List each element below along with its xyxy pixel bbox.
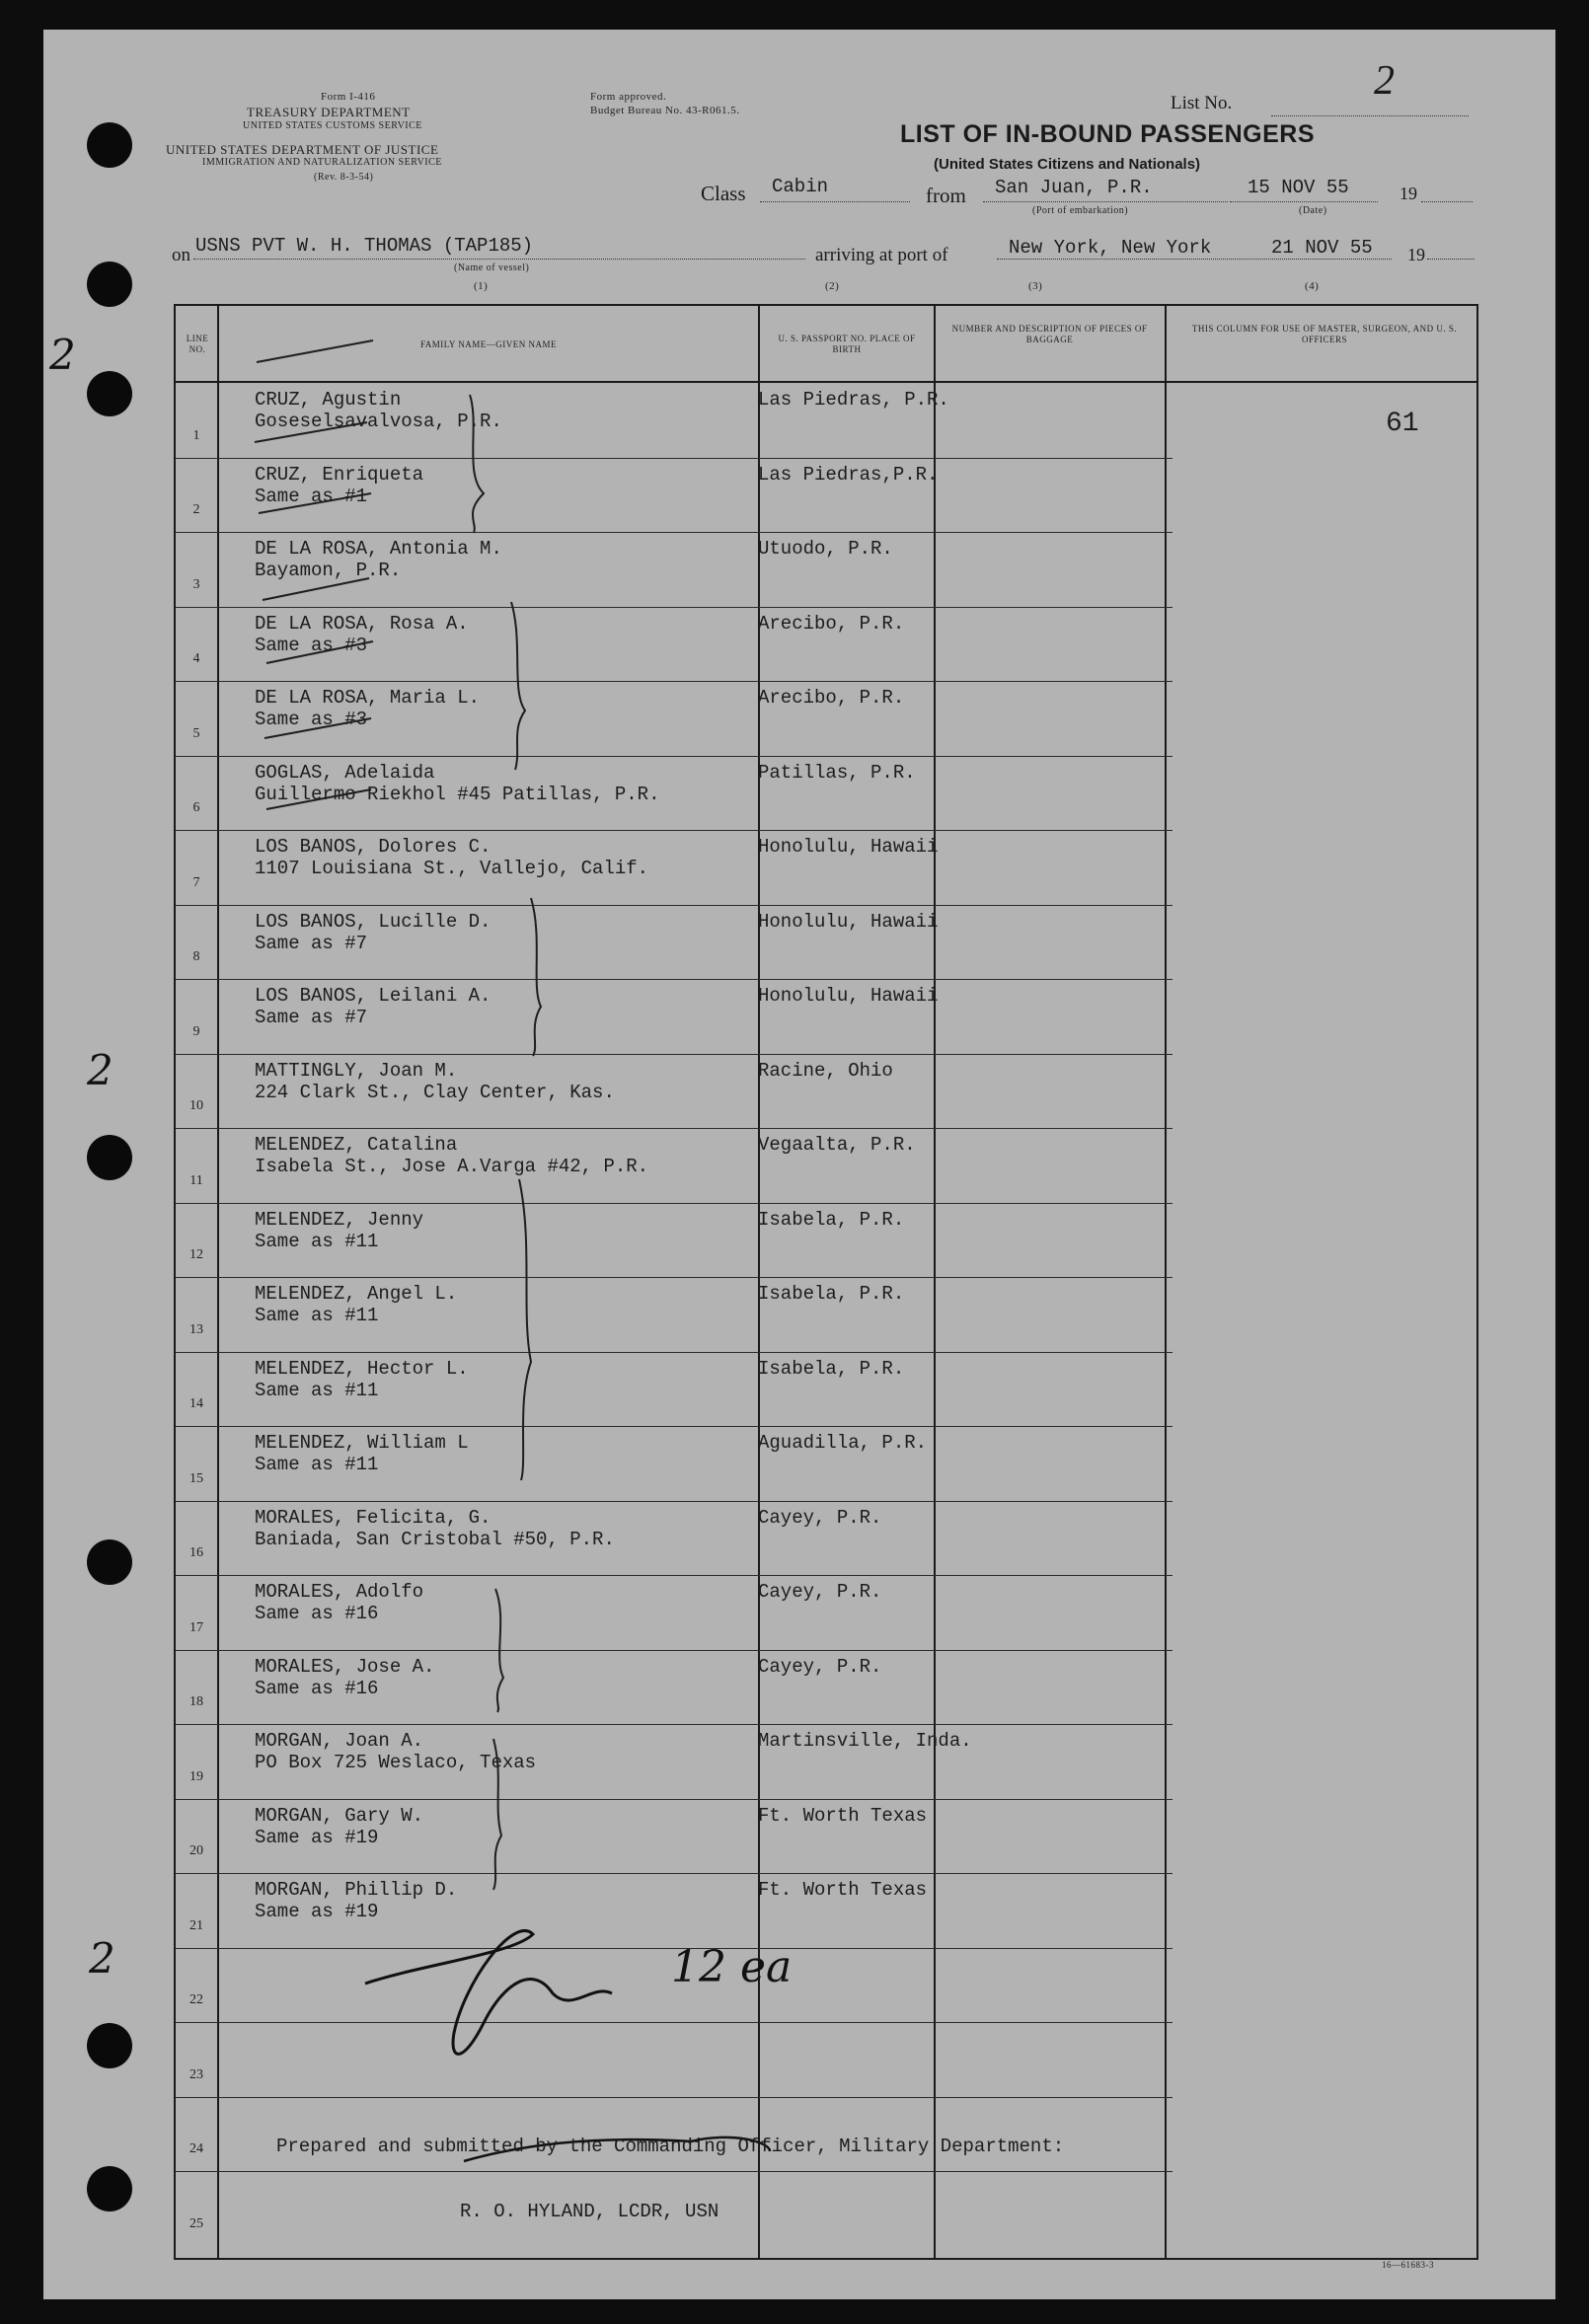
place-of-birth: Honolulu, Hawaii — [758, 985, 939, 1007]
table-row — [176, 1426, 1478, 1501]
passenger-name: CRUZ, Enriqueta — [255, 463, 424, 486]
punch-hole — [87, 371, 132, 416]
table-row — [176, 756, 1478, 831]
header-line-no: LINE NO. — [186, 334, 209, 354]
arrival-port-value: New York, New York — [1009, 237, 1212, 259]
table-row — [176, 1501, 1478, 1576]
line-number: 6 — [192, 800, 200, 815]
revision-date: (Rev. 8-3-54) — [314, 172, 374, 183]
year-prefix: 19 — [1400, 184, 1417, 203]
ins-service: IMMIGRATION AND NATURALIZATION SERVICE — [202, 157, 442, 168]
passenger-name: MATTINGLY, Joan M. — [255, 1059, 458, 1082]
on-label: on — [172, 245, 190, 265]
form-number: Form I-416 — [321, 91, 376, 103]
table-row — [176, 905, 1478, 980]
passenger-name: LOS BANOS, Lucille D. — [255, 910, 492, 933]
place-of-birth: Isabela, P.R. — [758, 1283, 905, 1305]
passenger-address: Same as #11 — [255, 1454, 379, 1475]
passenger-address: Same as #7 — [255, 1007, 368, 1028]
class-label: Class — [701, 182, 746, 205]
punch-hole — [87, 2166, 132, 2212]
table-row — [176, 1128, 1478, 1203]
passenger-name: MELENDEZ, Hector L. — [255, 1357, 469, 1380]
place-of-birth: Vegaalta, P.R. — [758, 1134, 916, 1156]
line-number: 24 — [189, 2141, 203, 2156]
passenger-name: DE LA ROSA, Maria L. — [255, 687, 481, 709]
table-row — [176, 979, 1478, 1054]
class-value: Cabin — [772, 176, 829, 197]
table-row — [176, 681, 1478, 756]
passenger-address: Same as #11 — [255, 1230, 379, 1252]
table-row — [176, 1650, 1478, 1725]
passenger-name: MORALES, Adolfo — [255, 1581, 424, 1603]
list-number-label: List No. — [1171, 93, 1233, 113]
line-number: 16 — [189, 1545, 203, 1560]
passenger-address: Guillermo Riekhol #45 Patillas, P.R. — [255, 783, 660, 805]
place-of-birth: Las Piedras, P.R. — [758, 389, 949, 411]
line-number: 21 — [189, 1917, 203, 1933]
col-ref-3: (3) — [1028, 280, 1043, 292]
passenger-name: MORGAN, Joan A. — [255, 1730, 424, 1752]
table-row — [176, 383, 1478, 458]
passenger-name: LOS BANOS, Dolores C. — [255, 836, 492, 858]
col-ref-4: (4) — [1305, 280, 1320, 292]
line-number: 8 — [192, 949, 200, 964]
table-row — [176, 458, 1478, 533]
header-passport: U. S. PASSPORT NO. PLACE OF BIRTH — [778, 334, 916, 354]
passenger-name: DE LA ROSA, Rosa A. — [255, 612, 469, 635]
line-number: 7 — [192, 874, 200, 890]
table-row — [176, 2022, 1478, 2097]
place-of-birth: Utuodo, P.R. — [758, 538, 893, 560]
date-caption: (Date) — [1299, 205, 1327, 216]
passenger-name: MELENDEZ, Jenny — [255, 1208, 424, 1231]
table-row — [176, 2097, 1478, 2172]
place-of-birth: Racine, Ohio — [758, 1059, 893, 1082]
passenger-address: Same as #3 — [255, 709, 368, 730]
place-of-birth: Arecibo, P.R. — [758, 687, 905, 709]
line-number: 9 — [192, 1023, 200, 1039]
passenger-name: DE LA ROSA, Antonia M. — [255, 538, 502, 560]
place-of-birth: Isabela, P.R. — [758, 1357, 905, 1380]
line-number: 5 — [192, 725, 200, 741]
passenger-name: LOS BANOS, Leilani A. — [255, 985, 492, 1007]
place-of-birth: Patillas, P.R. — [758, 761, 916, 784]
table-row — [176, 1724, 1478, 1799]
passenger-name: MORGAN, Phillip D. — [255, 1879, 458, 1901]
budget-bureau: Budget Bureau No. 43-R061.5. — [590, 105, 740, 116]
passenger-address: 1107 Louisiana St., Vallejo, Calif. — [255, 858, 649, 879]
place-of-birth: Las Piedras,P.R. — [758, 463, 939, 486]
passenger-name: MORALES, Felicita, G. — [255, 1506, 492, 1529]
customs-service: UNITED STATES CUSTOMS SERVICE — [243, 120, 422, 131]
margin-mark: 2 — [49, 331, 76, 379]
header-family-name: FAMILY NAME—GIVEN NAME — [419, 339, 558, 349]
passenger-address: 224 Clark St., Clay Center, Kas. — [255, 1081, 615, 1103]
line-number: 22 — [189, 1992, 203, 2007]
margin-mark: 2 — [89, 1934, 115, 1983]
passenger-address: Isabela St., Jose A.Varga #42, P.R. — [255, 1156, 649, 1177]
passenger-name: CRUZ, Agustin — [255, 389, 402, 411]
list-number-value: 2 — [1374, 58, 1395, 104]
passenger-name: MORGAN, Gary W. — [255, 1804, 424, 1827]
passenger-name: GOGLAS, Adelaida — [255, 761, 435, 784]
passenger-address: Same as #3 — [255, 634, 368, 656]
passenger-address: Same as #19 — [255, 1901, 379, 1922]
line-number: 3 — [192, 576, 200, 592]
line-number: 14 — [189, 1396, 203, 1411]
line-number: 4 — [192, 651, 200, 666]
col-ref-1: (1) — [474, 280, 489, 292]
table-row — [176, 1203, 1478, 1278]
vessel-caption: (Name of vessel) — [454, 262, 530, 273]
header-officers: THIS COLUMN FOR USE OF MASTER, SURGEON, AND U. S. OFFICERS — [1191, 324, 1458, 344]
table-row — [176, 1352, 1478, 1427]
punch-hole — [87, 122, 132, 168]
port-caption: (Port of embarkation) — [1032, 205, 1129, 216]
passenger-address: Same as #19 — [255, 1826, 379, 1848]
line-number: 10 — [189, 1098, 203, 1113]
table-row — [176, 607, 1478, 682]
passenger-address: Same as #1 — [255, 485, 368, 507]
treasury-department: TREASURY DEPARTMENT — [247, 105, 411, 119]
departure-date-value: 15 NOV 55 — [1248, 177, 1349, 198]
passenger-name: MELENDEZ, Catalina — [255, 1134, 458, 1156]
passenger-table — [174, 304, 1478, 2260]
place-of-birth: Ft. Worth Texas — [758, 1804, 928, 1827]
punch-hole — [87, 1539, 132, 1585]
place-of-birth: Honolulu, Hawaii — [758, 910, 939, 933]
header-baggage: NUMBER AND DESCRIPTION OF PIECES OF BAGGAGE — [951, 324, 1148, 344]
passenger-address: Same as #16 — [255, 1603, 379, 1624]
line-number: 15 — [189, 1470, 203, 1486]
table-row — [176, 532, 1478, 607]
place-of-birth: Aguadilla, P.R. — [758, 1432, 928, 1454]
line-number: 1 — [192, 427, 200, 443]
vessel-name-value: USNS PVT W. H. THOMAS (TAP185) — [195, 235, 534, 257]
passenger-address: Same as #11 — [255, 1379, 379, 1401]
punch-hole — [87, 262, 132, 307]
table-row — [176, 1575, 1478, 1650]
place-of-birth: Ft. Worth Texas — [758, 1879, 928, 1901]
line-number: 25 — [189, 2215, 203, 2231]
place-of-birth: Cayey, P.R. — [758, 1655, 882, 1678]
prepared-by-text: Prepared and submitted by the Commanding Officer, Military Department: — [276, 2136, 1065, 2157]
port-embarkation-value: San Juan, P.R. — [995, 177, 1153, 198]
table-row — [176, 1799, 1478, 1874]
table-row — [176, 1277, 1478, 1352]
arrival-date-value: 21 NOV 55 — [1271, 237, 1373, 259]
footer-code: 16—61683-3 — [1382, 2260, 1434, 2270]
passenger-name: MORALES, Jose A. — [255, 1655, 435, 1678]
arrival-year-prefix: 19 — [1407, 245, 1425, 264]
passenger-address: Baniada, San Cristobal #50, P.R. — [255, 1528, 615, 1550]
passenger-address: Goseselsavalvosa, P.R. — [255, 411, 502, 432]
passenger-address: Same as #7 — [255, 932, 368, 954]
table-row — [176, 1873, 1478, 1948]
table-row — [176, 2171, 1478, 2246]
page-title: LIST OF IN-BOUND PASSENGERS — [900, 120, 1316, 148]
line-number: 2 — [192, 502, 200, 517]
place-of-birth: Cayey, P.R. — [758, 1506, 882, 1529]
handwritten-count: 12 ea — [671, 1942, 793, 1992]
line-number: 18 — [189, 1694, 203, 1709]
form-approved: Form approved. — [590, 91, 667, 103]
table-row — [176, 1054, 1478, 1129]
officer-note: 61 — [1386, 409, 1419, 439]
commanding-officer-name: R. O. HYLAND, LCDR, USN — [460, 2201, 719, 2222]
place-of-birth: Isabela, P.R. — [758, 1208, 905, 1231]
col-ref-2: (2) — [825, 280, 840, 292]
arriving-label: arriving at port of — [815, 245, 948, 265]
passenger-address: Bayamon, P.R. — [255, 560, 402, 581]
from-label: from — [926, 184, 966, 207]
line-number: 17 — [189, 1619, 203, 1635]
justice-department: UNITED STATES DEPARTMENT OF JUSTICE — [166, 142, 439, 157]
punch-hole — [87, 1135, 132, 1180]
punch-hole — [87, 2023, 132, 2068]
passenger-name: MELENDEZ, William L — [255, 1432, 469, 1454]
place-of-birth: Arecibo, P.R. — [758, 612, 905, 635]
page-subtitle: (United States Citizens and Nationals) — [934, 156, 1201, 173]
place-of-birth: Honolulu, Hawaii — [758, 836, 939, 858]
passenger-address: Same as #16 — [255, 1677, 379, 1699]
line-number: 11 — [189, 1172, 203, 1188]
table-row — [176, 1948, 1478, 2023]
line-number: 13 — [189, 1321, 203, 1337]
line-number: 12 — [189, 1247, 203, 1262]
margin-mark: 2 — [87, 1046, 114, 1094]
line-number: 23 — [189, 2066, 203, 2082]
line-number: 20 — [189, 1843, 203, 1858]
table-row — [176, 830, 1478, 905]
place-of-birth: Martinsville, Inda. — [758, 1730, 972, 1752]
passenger-name: MELENDEZ, Angel L. — [255, 1283, 458, 1305]
line-number: 19 — [189, 1768, 203, 1784]
place-of-birth: Cayey, P.R. — [758, 1581, 882, 1603]
passenger-address: PO Box 725 Weslaco, Texas — [255, 1752, 537, 1773]
passenger-address: Same as #11 — [255, 1305, 379, 1326]
